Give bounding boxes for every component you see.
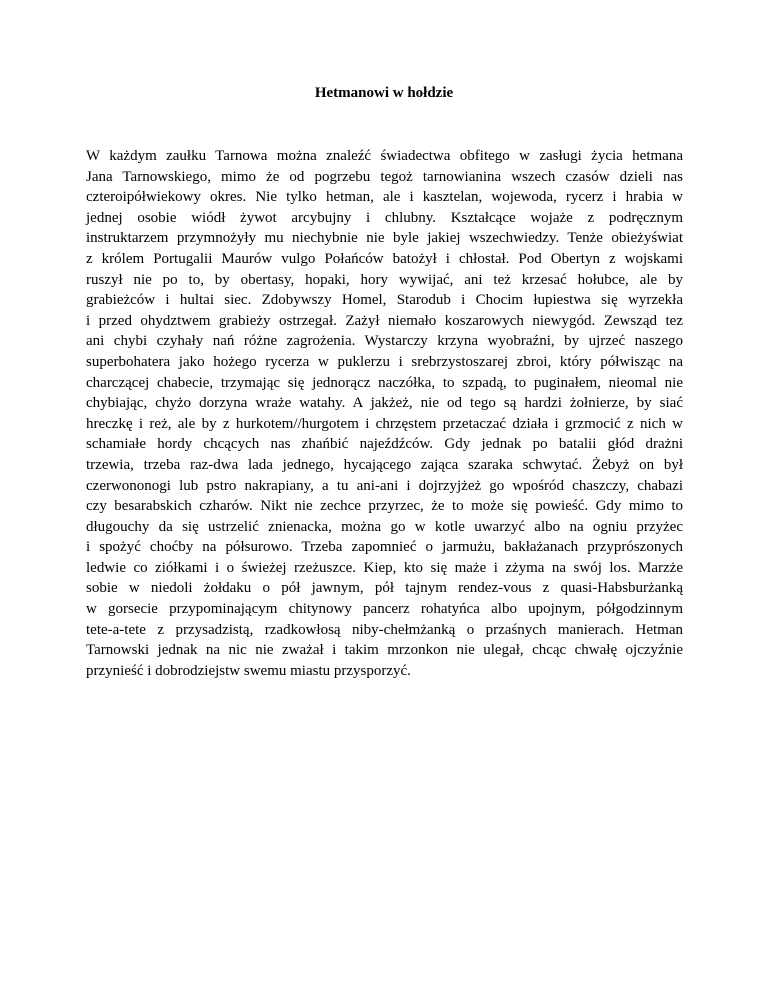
- paragraph-line: W każdym zaułku Tarnowa można znaleźć świadectwa obfitego w zasługi życia hetmana: [86, 148, 683, 164]
- paragraph-line: chybiając, chyżo dorzyna wraże watahy. A jakżeż, nie od tego są hardzi żołnierze, by siać: [86, 395, 683, 412]
- paragraph-line: hreczkę i reż, ale by z hurkotem//hurgotem i chrzęstem przetaczać działa i grzmocić z nich w: [86, 415, 683, 432]
- paragraph-line: tete-a-tete z przysadzistą, rzadkowłosą niby-chełmżanką o przaśnych manierach. Hetman: [86, 621, 683, 638]
- paragraph-line: schamiałe hordy chcących nas zhańbić najeźdźców. Gdy jednak po batalii głód drażni: [86, 436, 683, 453]
- paragraph-line: długouchy da się ustrzelić znienacka, można go w kotle uwarzyć albo na ogniu przyżec: [86, 518, 683, 535]
- paragraph-line: ledwie co ziółkami i o świeżej rzeżuszce. Kiep, kto się maże i zżyma na swój los. Marzże: [86, 559, 683, 576]
- paragraph-line: z królem Portugalii Maurów vulgo Połańców batożył i chłostał. Pod Obertyn z wojskami: [86, 250, 683, 267]
- paragraph-line: Jana Tarnowskiego, mimo że od pogrzebu tegoż tarnowianina wszech czasów dzieli nas: [86, 168, 683, 185]
- paragraph-line: i przed ohydztwem grabieży ostrzegał. Zażył niemało koszarowych niewygód. Zewsząd tez: [86, 312, 683, 329]
- paragraph-line: trzewia, trzeba raz-dwa lada jednego, hycającego zająca szaraka schwytać. Żebyż on był: [86, 456, 683, 473]
- paragraph-line: czerwononogi lub pstro nakrapiany, a tu ani-ani i dojrzyjżeż go wpośród chaszczy, chabazi: [86, 477, 683, 494]
- document-title: Hetmanowi w hołdzie: [314, 85, 454, 101]
- paragraph-line: przynieść i dobrodziejstw swemu miastu przysporzyć.: [86, 662, 411, 679]
- paragraph-line: czteroipółwiekowy okres. Nie tylko hetman, ale i kasztelan, wojewoda, rycerz i hrabia w: [86, 189, 683, 206]
- paragraph-line: jednej osobie wiódł żywot arcybujny i chlubny. Kształcące wojaże z podręcznym: [86, 209, 683, 226]
- paragraph-line: grabieżców i hultai siec. Zdobywszy Homel, Starodub i Chocim łupiestwa się wyrzekła: [86, 292, 683, 309]
- paragraph-line: czy besarabskich czharów. Nikt nie zechce przyrzec, że to może się powieść. Gdy mimo to: [86, 498, 683, 515]
- paragraph-line: charczącej chabecie, trzymając się jednorącz naczółka, to szpadą, to puginałem, nieomal nie: [86, 374, 683, 391]
- document-body-paragraph: [86, 146, 683, 681]
- paragraph-line: ani chybi czyhały nań różne zagrożenia. Wystarczy krzyna wyobraźni, by ujrzeć naszego: [86, 333, 683, 350]
- paragraph-line: w gorsecie przypominającym chitynowy pancerz rohatyńca albo upojnym, półgodzinnym: [86, 601, 683, 618]
- paragraph-line: Tarnowski jednak na nic nie zważał i takim mrzonkon nie ulegał, chcąc chwałę ojczyźnie: [86, 642, 683, 659]
- paragraph-line: ruszył nie po to, by obertasy, hopaki, hory wywijać, ani też krzesać hołubce, ale by: [86, 271, 683, 288]
- paragraph-line: superbohatera jako hożego rycerza w puklerzu i srebrzystoszarej zbroi, który półwisząc na: [86, 353, 683, 370]
- paragraph-line: i spożyć choćby na półsurowo. Trzeba zapomnieć o jarmużu, bakłażanach przyprószonych: [86, 539, 683, 556]
- paragraph-line: instruktarzem przymnożyły mu niechybnie nie byle jakiej wszechwiedzy. Tenże obieżyświat: [86, 230, 683, 247]
- paragraph-line: sobie w niedoli żołdaku o pół jawnym, pół tajnym rendez-vous z quasi-Habsburżanką: [86, 580, 683, 597]
